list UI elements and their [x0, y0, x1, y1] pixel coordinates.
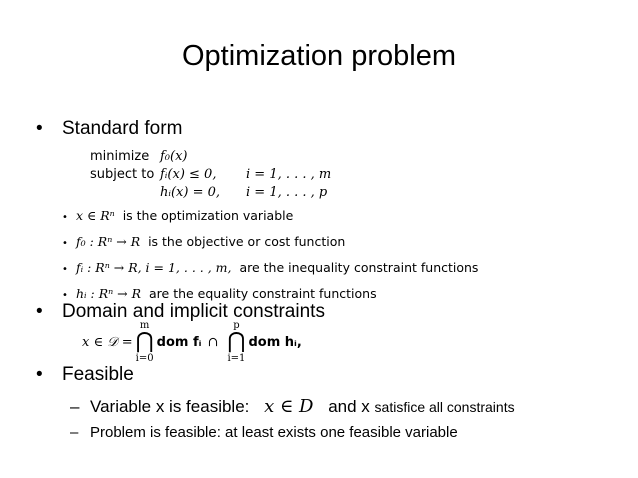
feasible-problem-text: Problem is feasible: at least exists one feasible variable: [90, 424, 458, 441]
definition-item: [62, 256, 478, 282]
sub-dash: –: [70, 424, 79, 441]
form-label: subject to: [90, 167, 155, 182]
feasible-item-problem: [70, 424, 458, 441]
definition-dot: •: [62, 290, 68, 301]
big-intersection: [227, 320, 245, 364]
feasible-suffix: satisfice all constraints: [374, 399, 515, 415]
form-expr: fᵢ(x) ≤ 0,: [160, 167, 217, 182]
definition-math: hᵢ : Rⁿ → R: [76, 286, 142, 301]
cap-upper: p: [233, 320, 240, 331]
form-cond: i = 1, . . . , p: [246, 185, 328, 200]
definition-dot: •: [62, 238, 68, 249]
bullet-domain-label: Domain and implicit constraints: [62, 301, 325, 322]
slide-title: Optimization problem: [182, 40, 456, 72]
standard-form-block: [90, 148, 331, 202]
bullet-dot: •: [36, 301, 43, 322]
definition-dot: •: [62, 264, 68, 275]
definition-text: are the inequality constraint functions: [239, 260, 479, 275]
bullet-feasible-label: Feasible: [62, 364, 134, 385]
definition-math: fᵢ : Rⁿ → R, i = 1, . . . , m,: [76, 260, 232, 275]
definition-text: is the optimization variable: [122, 208, 294, 223]
cap-operator: ∩: [207, 334, 219, 350]
bullet-feasible: [36, 364, 134, 386]
cap-lower: i=0: [135, 353, 154, 364]
feasible-math: x ∈ D: [264, 396, 314, 417]
sub-dash: –: [70, 397, 80, 416]
domain-term: dom fᵢ: [156, 334, 202, 350]
cap-upper: m: [139, 320, 150, 331]
definition-item: [62, 230, 478, 256]
form-expr: f₀(x): [160, 149, 188, 164]
feasible-prefix: Variable x is feasible:: [90, 397, 250, 416]
domain-term: dom hᵢ,: [248, 334, 302, 350]
cap-lower: i=1: [227, 353, 246, 364]
form-row: [90, 184, 331, 202]
form-row: [90, 148, 331, 166]
bullet-standard-form: [36, 118, 182, 140]
bullet-dot: •: [36, 118, 43, 139]
feasible-item-variable: [70, 396, 515, 417]
form-expr: hᵢ(x) = 0,: [160, 185, 221, 200]
form-row: [90, 166, 331, 184]
form-label: minimize: [90, 149, 150, 164]
definition-item: [62, 204, 478, 230]
definition-dot: •: [62, 212, 68, 223]
definitions-list: [62, 204, 478, 308]
big-intersection: [136, 320, 154, 364]
domain-formula: [82, 320, 302, 364]
form-label: [90, 184, 160, 202]
bullet-standard-form-label: Standard form: [62, 118, 183, 139]
feasible-middle: and x: [328, 397, 370, 416]
bullet-dot: •: [36, 364, 43, 385]
definition-math: f₀ : Rⁿ → R: [76, 234, 141, 249]
domain-lhs: x ∈ 𝒟 =: [82, 334, 133, 350]
intersection-icon: ⋂: [227, 329, 246, 354]
form-cond: i = 1, . . . , m: [246, 167, 332, 182]
definition-text: is the objective or cost function: [148, 234, 346, 249]
intersection-icon: ⋂: [135, 329, 154, 354]
definition-text: are the equality constraint functions: [149, 286, 377, 301]
definition-math: x ∈ Rⁿ: [76, 208, 115, 223]
